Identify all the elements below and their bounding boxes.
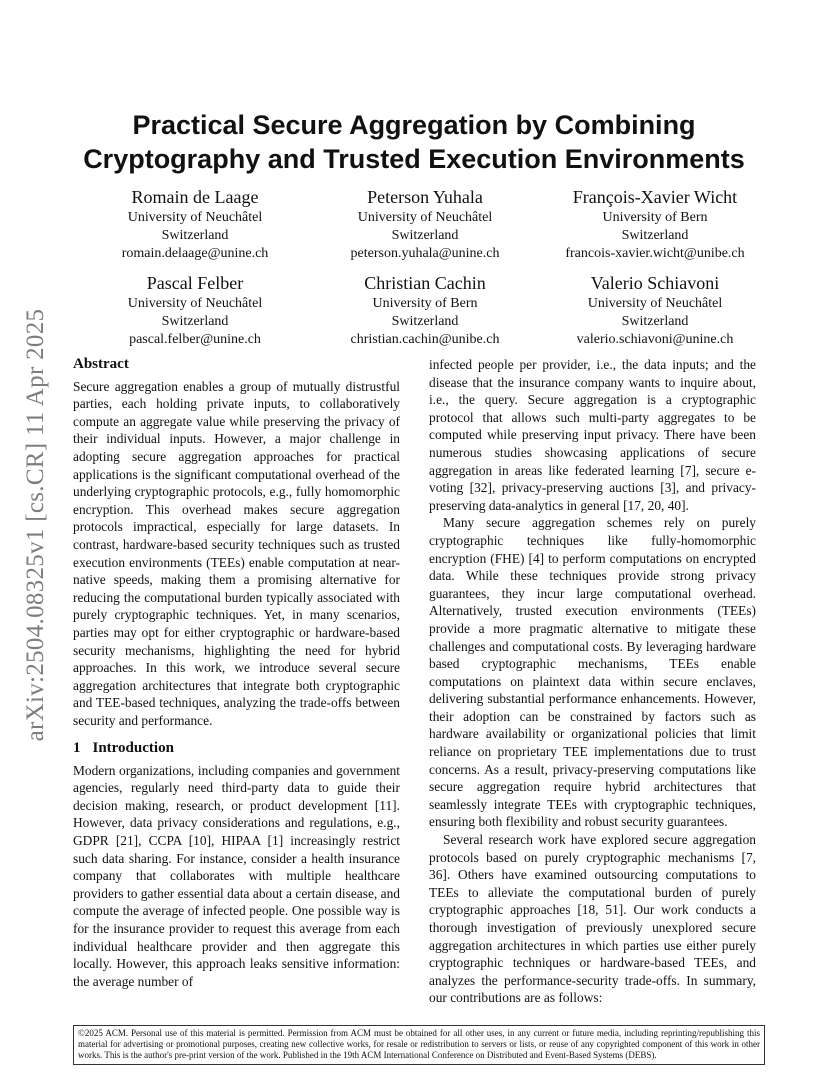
introduction-paragraph-1-continued: infected people per provider, i.e., the data inputs; and the disease that the insurance company wants to inquire about, i.e., the query. Secure aggregation is a cryptographic protocol that allows such multi-party aggregates to be computed while preserving input privacy. There have been numerous studies showcasing applications of secure aggregation in areas like federated learning [7], secure e-voting [32], privacy-preserving auctions [3], and privacy-preserving data-analytics in general [17, 20, 40]. <box>429 357 756 513</box>
author-card <box>540 271 770 349</box>
author-country: Switzerland <box>621 228 689 243</box>
author-card <box>310 185 540 263</box>
author-name: Pascal Felber <box>146 273 244 293</box>
author-affiliation: University of Neuchâtel <box>127 210 263 225</box>
author-row-2 <box>80 271 770 349</box>
author-name: Romain de Laage <box>131 187 259 207</box>
introduction-section <box>73 740 400 990</box>
author-affiliation: University of Bern <box>372 296 478 311</box>
abstract-section <box>73 356 400 729</box>
author-affiliation: University of Neuchâtel <box>357 210 493 225</box>
introduction-paragraph-2: Many secure aggregation schemes rely on purely cryptographic techniques like fully-homomorphic encryption (FHE) [4] to perform computations on encrypted data. While these techniques provide strong privacy guarantees, they incur large computational overhead. Alternatively, trusted execution environments (TEEs) provide a more pragmatic alternative to mitigate these challenges and computational costs. By leveraging hardware based cryptographic mechanisms, TEEs enable computations on plaintext data within secure enclaves, delivering substantial performance enhancements. However, their adoption can be constrained by factors such as hardware availability or organizational policies that limit reliance on proprietary TEE implementations due to trust concerns. As a result, privacy-preserving computations like secure aggregation require hybrid architectures that seamlessly integrate TEEs with cryptographic techniques, ensuring both flexibility and robust security guarantees. <box>429 515 756 830</box>
author-email: valerio.schiavoni@unine.ch <box>576 332 734 347</box>
author-card <box>80 271 310 349</box>
introduction-paragraph-3: Several research work have explored secure aggregation protocols based on purely cryptographic mechanisms [7, 36]. Others have examined outsourcing computations to TEEs to alleviate the computational burden of purely cryptographic approaches [18, 51]. Our work conducts a thorough investigation of previously unexplored secure aggregation architectures in which parties use either purely cryptographic techniques or hardware-based TEEs, and analyzes the performance-security trade-offs. In summary, our contributions are as follows: <box>429 832 756 1006</box>
abstract-heading: Abstract <box>73 356 129 372</box>
author-affiliation: University of Bern <box>602 210 708 225</box>
author-country: Switzerland <box>621 314 689 329</box>
author-country: Switzerland <box>161 314 229 329</box>
paper-title-line-2: Cryptography and Trusted Execution Environments <box>83 144 745 174</box>
abstract-text: Secure aggregation enables a group of mutually distrustful parties, each holding private inputs, to collaboratively compute an aggregate value while preserving the privacy of their individual inputs. However, a major challenge in adopting secure aggregation approaches for practical applications is the significant computational overhead of the underlying cryptographic protocols, e.g., fully homomorphic encryption. This overhead makes secure aggregation protocols impractical, especially for large datasets. In contrast, hardware-based security techniques such as trusted execution environments (TEEs) enable computation at near-native speeds, making them a promising alternative for reducing the computational burden typically associated with purely cryptographic techniques. Yet, in many scenarios, parties may opt for either cryptographic or hardware-based security mechanisms, highlighting the need for hybrid approaches. In this work, we introduce several secure aggregation architectures that integrate both cryptographic and TEE-based techniques, analyzing the trade-offs between security and performance. <box>73 378 400 728</box>
author-country: Switzerland <box>161 228 229 243</box>
author-email: francois-xavier.wicht@unibe.ch <box>565 246 745 261</box>
author-email: romain.delaage@unine.ch <box>121 246 269 261</box>
author-card <box>310 271 540 349</box>
introduction-heading <box>73 740 400 758</box>
author-country: Switzerland <box>391 314 459 329</box>
author-row-1 <box>80 185 770 263</box>
introduction-paragraph-1: Modern organizations, including companies and government agencies, regularly need third-party data to guide their decision making, research, or product development [11]. However, data privacy considerations and regulations, e.g., GDPR [21], CCPA [10], HIPAA [1] increasingly restrict such data sharing. For instance, consider a health insurance company that collaborates with multiple healthcare providers to gather essential data about a certain disease, and compute the average of infected people. One possible way is for the insurance provider to request this average from each individual healthcare provider and then aggregate this locally. However, this approach leaks sensitive information: the average number of <box>73 762 400 989</box>
section-number: 1 <box>73 740 81 756</box>
author-country: Switzerland <box>391 228 459 243</box>
paper-title <box>60 108 768 176</box>
paper-title-line-1: Practical Secure Aggregation by Combining <box>132 110 696 140</box>
author-affiliation: University of Neuchâtel <box>587 296 723 311</box>
right-column <box>429 356 756 1007</box>
author-affiliation: University of Neuchâtel <box>127 296 263 311</box>
author-name: François-Xavier Wicht <box>572 187 738 207</box>
copyright-notice: ©2025 ACM. Personal use of this material is permitted. Permission from ACM must be obtained for all other uses, in any current or future media, including reprinting/republishing this material for advertising or promotional purposes, creating new collective works, for resale or redistribution to servers or lists, or reuse of any copyrighted component of this work in other works. This is the author's pre-print version of the work. Published in the 19th ACM International Conference on Distributed and Event-Based Systems (DEBS). <box>73 1025 765 1065</box>
author-card <box>540 185 770 263</box>
arxiv-identifier-stamp <box>14 285 58 765</box>
section-title: Introduction <box>92 740 174 756</box>
author-card <box>80 185 310 263</box>
author-name: Valerio Schiavoni <box>590 273 720 293</box>
author-email: pascal.felber@unine.ch <box>129 332 261 347</box>
author-email: christian.cachin@unibe.ch <box>350 332 500 347</box>
author-name: Peterson Yuhala <box>367 187 483 207</box>
author-email: peterson.yuhala@unine.ch <box>350 246 500 261</box>
author-name: Christian Cachin <box>364 273 486 293</box>
author-block <box>80 185 770 357</box>
arxiv-identifier-text: arXiv:2504.08325v1 [cs.CR] 11 Apr 2025 <box>22 308 49 742</box>
